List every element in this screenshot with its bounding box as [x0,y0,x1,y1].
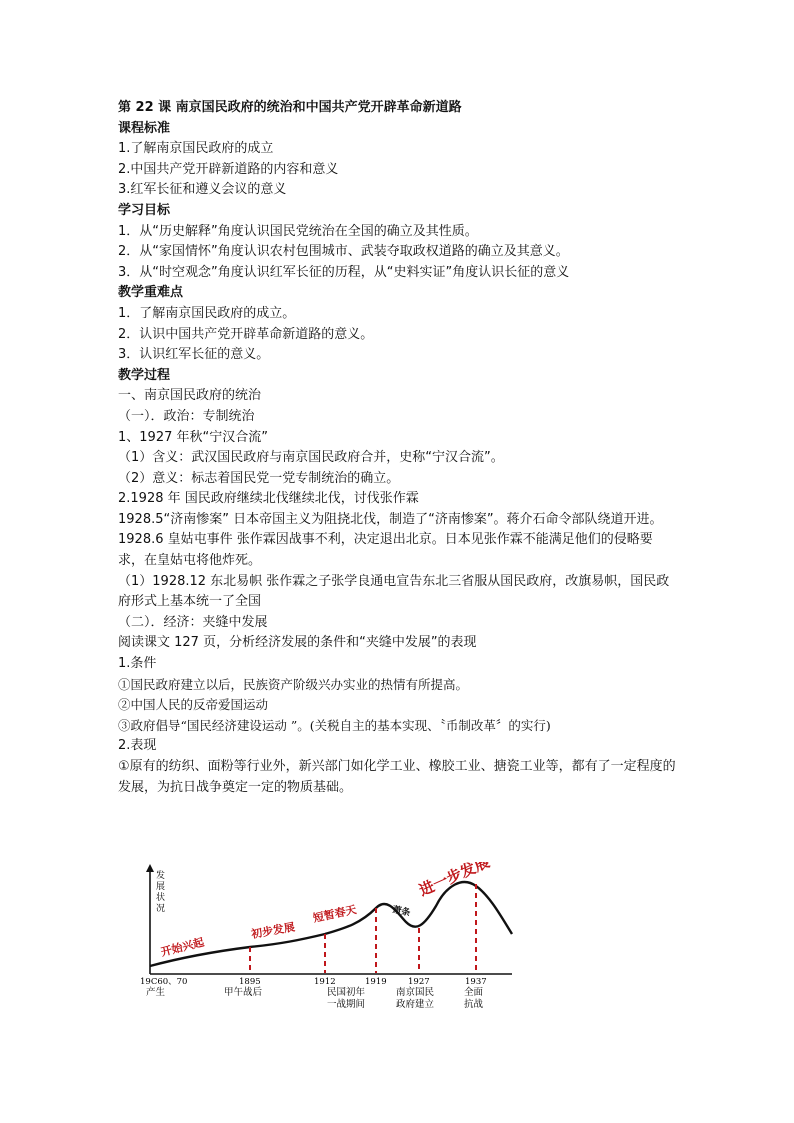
x-tick-label: 甲午战后 [224,987,263,998]
section-heading-key-points: 教学重难点 [118,285,184,301]
development-curve [150,882,512,966]
paragraph: （1）1928.12 东北易帜 张作霖之子张学良通电宣告东北三省服从国民政府，改旗易帜，国民政府形式上基本统一了全国 [118,573,670,610]
list-item: 3．认识红军长征的意义。 [118,347,270,363]
x-tick-year: 1919 [365,977,387,987]
list-item: 1．从“历史解释”角度认识国民党统治在全国的确立及其性质。 [118,223,478,239]
paragraph: （二）．经济：夹缝中发展 [118,614,268,630]
paragraph: 阅读课文 127 页，分析经济发展的条件和“夹缝中发展”的表现 [118,635,477,651]
list-item: 2.中国共产党开辟新道路的内容和意义 [118,161,339,177]
section-heading-curriculum: 课程标准 [118,120,171,136]
x-tick-year: 19C60、70 [140,977,188,987]
paragraph: ①原有的纺织、面粉等行业外，新兴部门如化学工业、橡胶工业、搪瓷工业等，都有了一定程度的发展，为抗日战争奠定一定的物质基础。 [118,759,676,795]
development-curve-diagram [140,862,520,1012]
x-tick-label: 产生 [146,987,166,998]
stage-label: 萧条 [391,905,412,919]
x-tick-label: 南京国民 [396,987,435,998]
paragraph: 2.1928 年 国民政府继续北伐继续北伐，讨伐张作霖 [118,491,419,507]
x-tick-label: 一战期间 [327,999,366,1010]
list-item: 2．认识中国共产党开辟革命新道路的意义。 [118,326,374,342]
document-page [118,98,678,798]
list-item: 3．从“时空观念”角度认识红军长征的历程，从“史料实证”角度认识长征的意义 [118,264,570,280]
lesson-title: 第 22 课 南京国民政府的统治和中国共产党开辟革命新道路 [118,100,462,115]
x-tick-year: 1912 [314,977,336,987]
x-tick-label: 全面 [464,987,484,998]
paragraph: （一）．政治：专制统治 [118,408,255,424]
economy-development-figure [140,862,520,1012]
paragraph: 1928.5“济南惨案” 日本帝国主义为阻挠北伐，制造了“济南惨案”。蒋介石命令部队绕道开进。 [118,511,663,527]
paragraph: （1）含义：武汉国民政府与南京国民政府合并，史称“宁汉合流”。 [118,450,504,466]
stage-label: 短暂春天 [311,903,358,925]
y-axis-arrow-icon [146,864,154,872]
paragraph: 1928.6 皇姑屯事件 张作霖因战事不利，决定退出北京。日本见张作霖不能满足他们的侵略要求，在皇姑屯将他炸死。 [118,532,653,569]
x-tick-year: 1895 [239,977,261,987]
paragraph: （2）意义：标志着国民党一党专制统治的确立。 [118,470,400,486]
paragraph: 2.表现 [118,738,157,754]
y-axis-label-char: 展 [156,882,166,892]
paragraph: ①国民政府建立以后，民族资产阶级兴办实业的热情有所提高。 [118,676,469,692]
paragraph: ②中国人民的反帝爱国运动 [118,697,269,713]
paragraph: 1.条件 [118,656,157,672]
x-tick-year: 1937 [465,977,487,987]
x-tick-label: 政府建立 [396,999,435,1010]
list-item: 2．从“家国情怀”角度认识农村包围城市、武装夺取政权道路的确立及其意义。 [118,244,569,260]
y-axis-label-char: 况 [156,904,166,914]
stage-label: 开始兴起 [159,935,206,959]
list-item: 1．了解南京国民政府的成立。 [118,305,296,321]
y-axis-label-char: 发 [156,871,166,881]
section-heading-objectives: 学习目标 [118,202,171,218]
section-heading-process: 教学过程 [118,367,171,383]
paragraph: 一、南京国民政府的统治 [118,388,262,404]
stage-label: 初步发展 [250,920,296,941]
x-tick-year: 1927 [408,977,430,987]
y-axis-label-char: 状 [156,893,166,903]
list-item: 3.红军长征和遵义会议的意义 [118,182,287,198]
x-tick-label: 民国初年 [327,987,366,998]
paragraph: 1、1927 年秋“宁汉合流” [118,429,268,445]
x-tick-label: 抗战 [464,999,484,1010]
list-item: 1.了解南京国民政府的成立 [118,141,274,157]
paragraph: ③政府倡导“国民经济建设运动 ”。(关税自主的基本实现、〝币制改革〞的实行) [118,717,551,733]
stage-label: 进一步发展 [416,862,493,900]
